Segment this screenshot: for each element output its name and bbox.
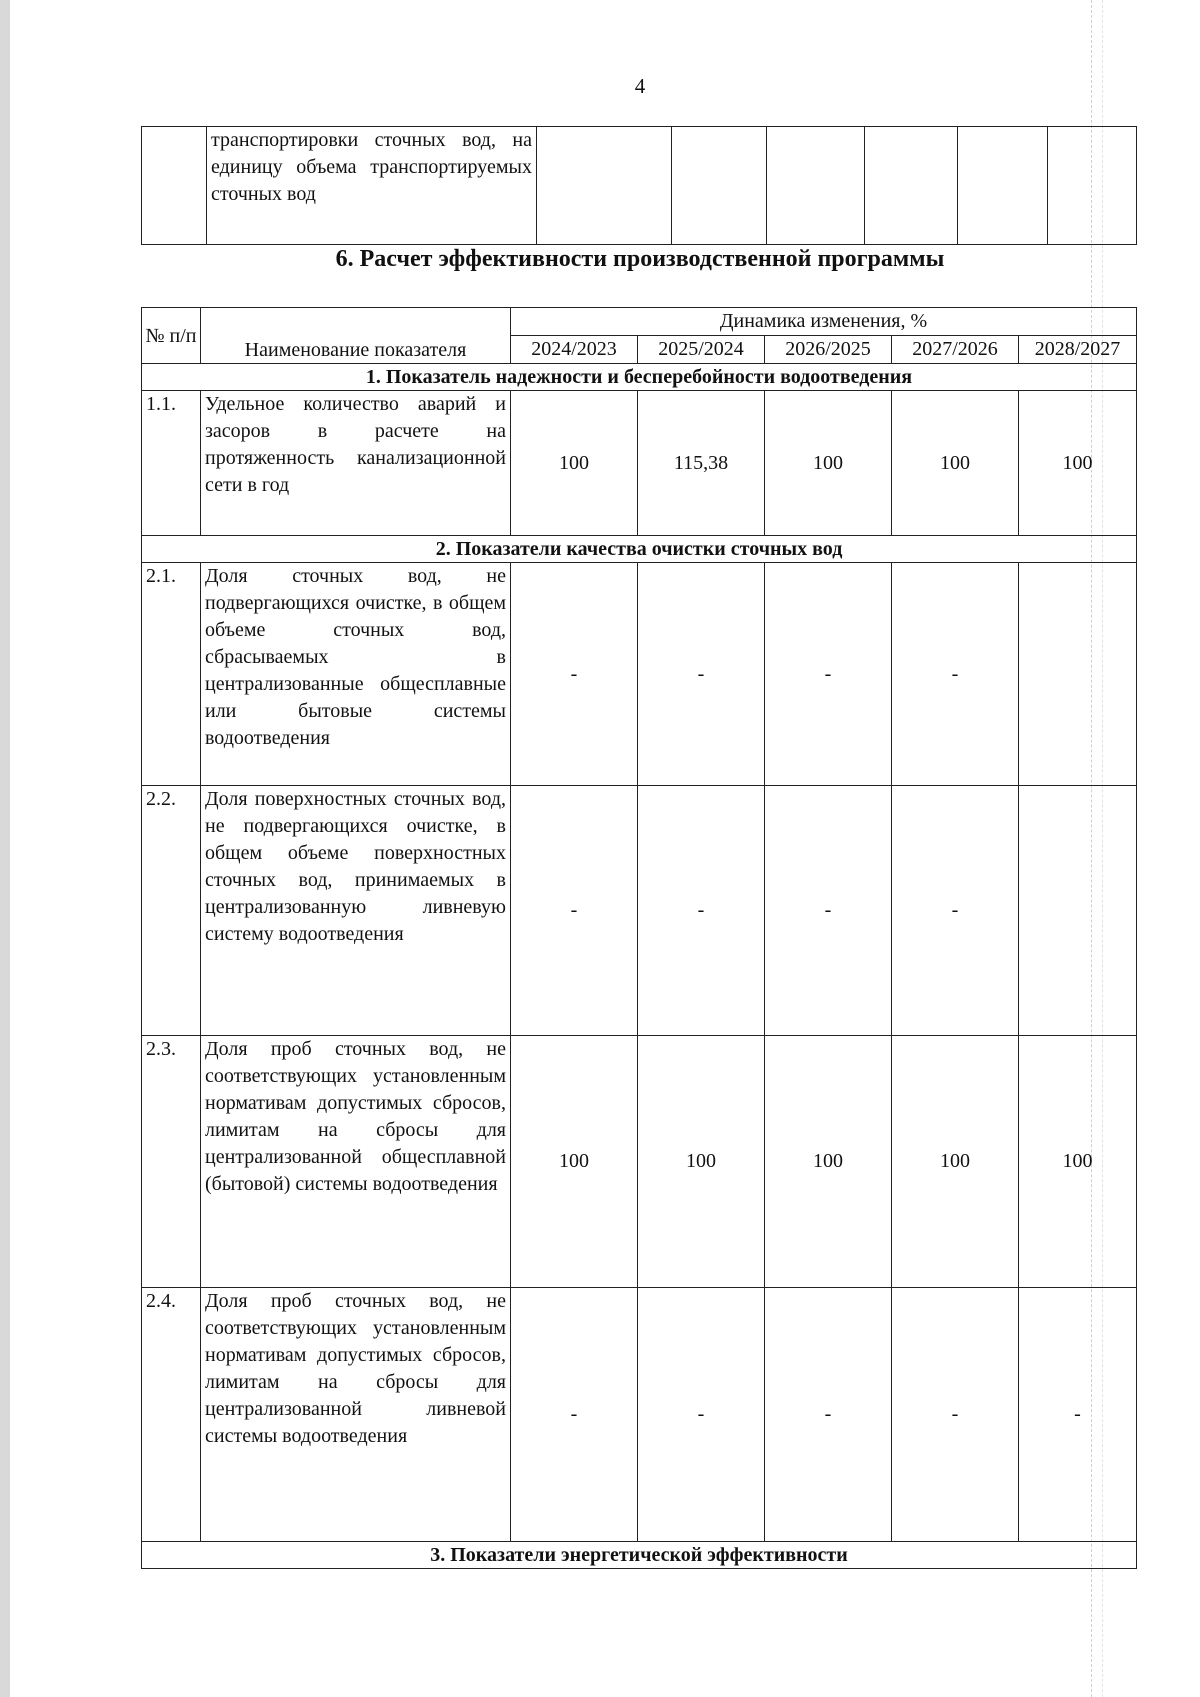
value-cell: - xyxy=(511,786,638,1036)
indicator-name: Доля поверхностных сточных вод, не подвергающихся очистке, в общем объеме поверхностных сточных вод, принимаемых в централизованную ливневую систему водоотведения xyxy=(201,786,511,1036)
header-year: 2025/2024 xyxy=(638,336,765,364)
group-heading-row xyxy=(142,364,1137,391)
header-year: 2024/2023 xyxy=(511,336,638,364)
indicator-name: Удельное количество аварий и засоров в расчете на протяженность канализационной сети в год xyxy=(201,391,511,536)
value-cell: - xyxy=(765,563,892,786)
table-row xyxy=(142,1288,1137,1542)
table-row xyxy=(142,1036,1137,1288)
value-cell: 100 xyxy=(765,1036,892,1288)
section-title: 6. Расчет эффективности производственной программы xyxy=(335,246,945,272)
continued-value-cell xyxy=(767,127,865,245)
row-number: 2.3. xyxy=(142,1036,201,1288)
value-cell: - xyxy=(511,563,638,786)
row-number: 1.1. xyxy=(142,391,201,536)
value-cell: - xyxy=(765,1288,892,1542)
indicator-name: Доля проб сточных вод, не соответствующих установленным нормативам допустимых сбросов, лимитам на сбросы для централизованной общесплавной (бытовой) системы водоотведения xyxy=(201,1036,511,1288)
row-number: 2.1. xyxy=(142,563,201,786)
continued-value-cell xyxy=(672,127,767,245)
value-cell: 115,38 xyxy=(638,391,765,536)
group-title: 1. Показатель надежности и бесперебойности водоотведения xyxy=(142,364,1137,391)
value-cell: 100 xyxy=(511,1036,638,1288)
value-cell: 100 xyxy=(1019,391,1137,536)
value-cell xyxy=(1019,786,1137,1036)
value-cell: - xyxy=(1019,1288,1137,1542)
efficiency-table xyxy=(141,307,1137,1569)
value-cell: - xyxy=(638,563,765,786)
continued-value-cell xyxy=(1048,127,1137,245)
header-no: № п/п xyxy=(142,308,201,364)
header-year: 2026/2025 xyxy=(765,336,892,364)
value-cell: - xyxy=(638,786,765,1036)
table-row xyxy=(142,391,1137,536)
group-heading-row xyxy=(142,1542,1137,1569)
header-indicator-name: Наименование показателя xyxy=(201,308,511,364)
continued-value-cell xyxy=(537,127,672,245)
group-title: 3. Показатели энергетической эффективности xyxy=(142,1542,1137,1569)
row-number: 2.2. xyxy=(142,786,201,1036)
header-dynamics: Динамика изменения, % xyxy=(511,308,1137,336)
table-row xyxy=(142,786,1137,1036)
value-cell: - xyxy=(638,1288,765,1542)
indicator-name: Доля проб сточных вод, не соответствующих установленным нормативам допустимых сбросов, лимитам на сбросы для централизованной ливневой системы водоотведения xyxy=(201,1288,511,1542)
indicator-name: Доля сточных вод, не подвергающихся очистке, в общем объеме сточных вод, сбрасываемых в централизованные общесплавные или бытовые системы водоотведения xyxy=(201,563,511,786)
value-cell: 100 xyxy=(1019,1036,1137,1288)
group-heading-row xyxy=(142,536,1137,563)
continued-table-row xyxy=(142,127,1137,245)
value-cell: 100 xyxy=(892,1036,1019,1288)
value-cell: - xyxy=(892,563,1019,786)
header-year: 2027/2026 xyxy=(892,336,1019,364)
value-cell xyxy=(1019,563,1137,786)
value-cell: - xyxy=(765,786,892,1036)
value-cell: 100 xyxy=(638,1036,765,1288)
table-row xyxy=(142,563,1137,786)
header-year: 2028/2027 xyxy=(1019,336,1137,364)
scan-left-margin xyxy=(0,0,10,1697)
continued-value-cell xyxy=(865,127,958,245)
value-cell: 100 xyxy=(765,391,892,536)
group-title: 2. Показатели качества очистки сточных вод xyxy=(142,536,1137,563)
value-cell: - xyxy=(892,1288,1019,1542)
continued-value-cell xyxy=(958,127,1048,245)
continued-table xyxy=(141,126,1137,245)
row-number: 2.4. xyxy=(142,1288,201,1542)
value-cell: 100 xyxy=(511,391,638,536)
continued-indicator-name: транспортировки сточных вод, на единицу объема транспортируемых сточных вод xyxy=(207,127,537,245)
header-row xyxy=(142,308,1137,336)
continued-no-cell xyxy=(142,127,207,245)
value-cell: 100 xyxy=(892,391,1019,536)
value-cell: - xyxy=(892,786,1019,1036)
value-cell: - xyxy=(511,1288,638,1542)
page-number: 4 xyxy=(634,74,646,98)
